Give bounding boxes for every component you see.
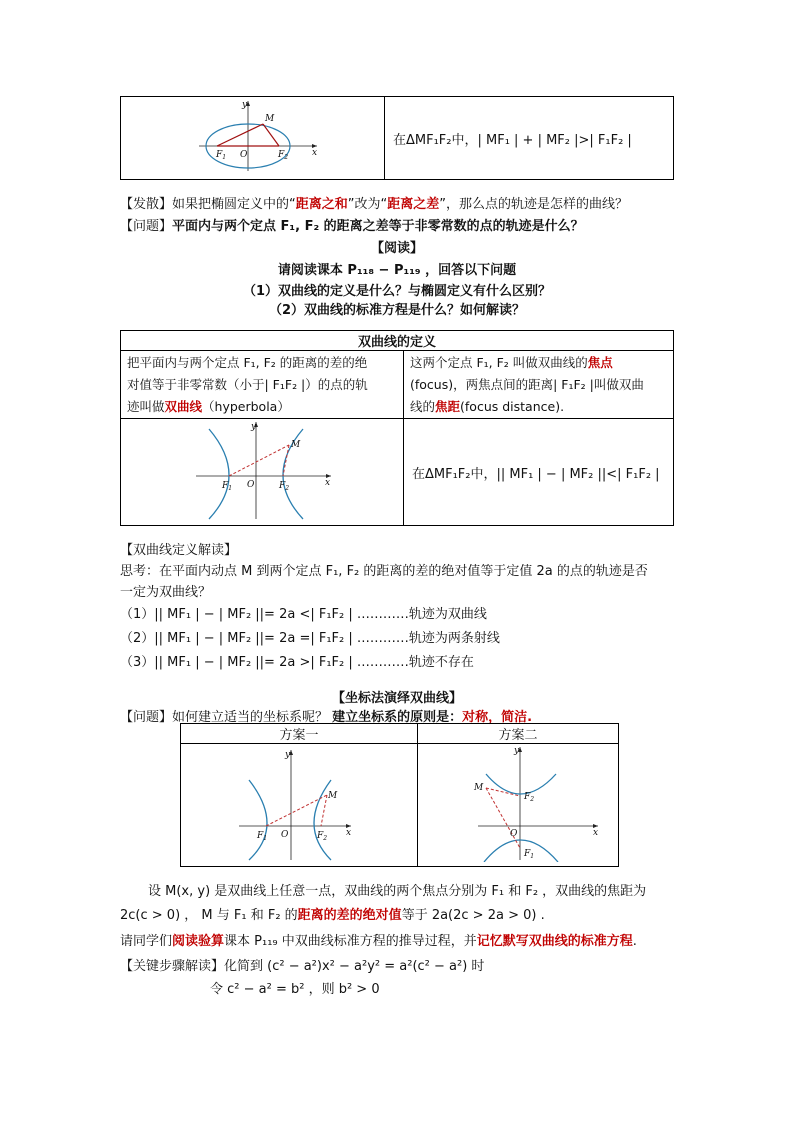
origin-label: O: [510, 829, 518, 839]
definition-header: 双曲线的定义: [121, 331, 674, 351]
derivation-p1b: 2c(c > 0) ， M 与 F₁ 和 F₂ 的距离的差的绝对值等于 2a(2c > 2a > 0) .: [120, 908, 545, 923]
derivation-p1a: 设 M(x, y) 是双曲线上任意一点，双曲线的两个焦点分别为 F₁ 和 F₂ ，双曲线的焦距为: [148, 884, 647, 899]
ellipse-caption: 在ΔMF₁F₂中，| MF₁ | + | MF₂ |>| F₁F₂ |: [385, 97, 674, 180]
reading-instruction: 请阅读课本 P₁₁₈ − P₁₁₉ ，回答以下问题: [277, 263, 517, 278]
scheme-1-left-branch: [249, 780, 267, 860]
derivation-p2: 请同学们阅读验算课本 P₁₁₉ 中双曲线标准方程的推导过程，并记忆默写双曲线的标准方程.: [120, 934, 637, 949]
scheme-table: [180, 723, 619, 867]
term-memorize-equation: 记忆默写双曲线的标准方程: [476, 934, 633, 949]
term-focal-distance: 焦距: [435, 398, 461, 414]
scheme-2-figure: [418, 744, 618, 862]
scheme-1-header: 方案一: [181, 724, 418, 744]
scheme-2-header: 方案二: [418, 724, 619, 744]
coord-title: 【坐标法演绎双曲线】: [331, 691, 462, 706]
principle-symmetric-concise: 对称，简洁.: [462, 710, 533, 725]
x-axis-label: x: [593, 828, 599, 838]
think-line-b: 一定为双曲线？: [120, 585, 212, 600]
y-axis-label: y: [514, 746, 520, 756]
term-hyperbola: 双曲线: [164, 398, 203, 414]
y-axis-label: y: [242, 100, 248, 110]
f1-label: $F_1$: [222, 481, 233, 492]
term-distance-diff: 距离之差: [387, 197, 440, 212]
reading-question-2: （2）双曲线的标准方程是什么？如何解读？: [268, 303, 526, 318]
coord-question: 【问题】如何建立适当的坐标系呢？ 建立坐标系的原则是：对称，简洁.: [120, 710, 533, 725]
point-m-label: M: [265, 114, 275, 124]
f1-label: $F_1$: [524, 849, 535, 860]
case-2: （2）|| MF₁ | − | MF₂ ||= 2a =| F₁F₂ | …………轨迹为两条射线: [120, 631, 500, 646]
term-read-verify: 阅读验算: [172, 934, 225, 949]
case-1: （1）|| MF₁ | − | MF₂ ||= 2a <| F₁F₂ | …………轨迹为双曲线: [120, 607, 487, 622]
point-m-label: M: [328, 791, 338, 801]
divergence-line: 【发散】如果把椭圆定义中的“距离之和”改为“距离之差”，那么点的轨迹是怎样的曲线？: [120, 197, 629, 212]
hyperbola-figure: [121, 419, 403, 521]
scheme-1-figure-cell: [181, 744, 418, 867]
case-3: （3）|| MF₁ | − | MF₂ ||= 2a >| F₁F₂ | …………轨迹不存在: [120, 655, 474, 670]
interpretation-title: 【双曲线定义解读】: [120, 543, 238, 558]
term-focus: 焦点: [587, 354, 613, 370]
question-line: 【问题】平面内与两个定点 F₁, F₂ 的距离之差等于非零常数的点的轨迹是什么？: [120, 219, 584, 234]
point-m-label: M: [474, 783, 484, 793]
point-m-label: M: [291, 440, 301, 450]
scheme-2-upper-branch: [486, 774, 556, 794]
key-step: 【关键步骤解读】化简到 (c² − a²)x² − a²y² = a²(c² − a²) 时: [120, 959, 485, 974]
y-axis-label: y: [251, 422, 257, 432]
f2-label: $F_2$: [524, 792, 535, 803]
ellipse-figure-cell: [121, 97, 385, 180]
ellipse-table: [120, 96, 674, 180]
ellipse-figure: [121, 97, 384, 175]
f1-label: $F_1$: [216, 150, 227, 161]
scheme-2-figure-cell: [418, 744, 619, 867]
reading-title: 【阅读】: [370, 241, 423, 256]
f2-label: $F_2$: [279, 481, 290, 492]
term-abs-distance-diff: 距离的差的绝对值: [297, 908, 402, 923]
origin-label: O: [281, 830, 289, 840]
f2-label: $F_2$: [317, 831, 328, 842]
hyperbola-caption: 在ΔMF₁F₂中，|| MF₁ | − | MF₂ ||<| F₁F₂ |: [404, 419, 674, 526]
f1-label: $F_1$: [257, 831, 268, 842]
definition-table: [120, 330, 674, 526]
reading-question-1: （1）双曲线的定义是什么？与椭圆定义有什么区别？: [242, 284, 552, 299]
origin-label: O: [240, 150, 248, 160]
x-axis-label: x: [346, 828, 352, 838]
scheme-2-lower-branch: [484, 840, 558, 862]
hyperbola-figure-cell: [121, 419, 404, 526]
term-distance-sum: 距离之和: [295, 197, 348, 212]
f2-label: $F_2$: [278, 150, 289, 161]
think-line-a: 思考：在平面内动点 M 到两个定点 F₁, F₂ 的距离的差的绝对值等于定值 2a 的点的轨迹是否: [120, 564, 648, 579]
definition-right: 这两个定点 F₁, F₂ 叫做双曲线的焦点 (focus)，两焦点间的距离| F₁F₂ |叫做双曲 线的焦距(focus distance).: [404, 351, 674, 419]
x-axis-label: x: [325, 478, 331, 488]
scheme-1-figure: [181, 744, 417, 862]
x-axis-label: x: [312, 148, 318, 158]
origin-label: O: [247, 480, 255, 490]
definition-left: 把平面内与两个定点 F₁, F₂ 的距离的差的绝 对值等于非零常数（小于| F₁F₂ |）的点的轨 迹叫做双曲线（hyperbola）: [121, 351, 404, 419]
y-axis-label: y: [285, 750, 291, 760]
hyperbola-left-branch: [209, 429, 229, 519]
let-b-squared: 令 c² − a² = b² ，则 b² > 0: [210, 982, 380, 997]
